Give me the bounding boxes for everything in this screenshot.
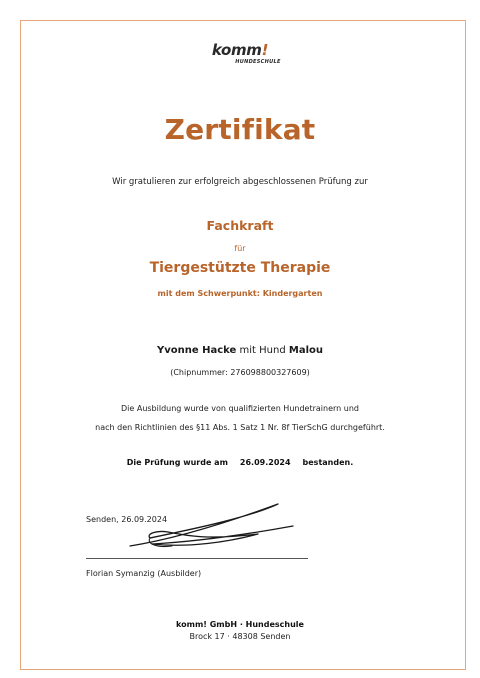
signature-line: [86, 558, 308, 559]
with-dog-text: mit Hund: [239, 345, 286, 356]
logo-exclamation: !: [261, 41, 269, 59]
signer-name: Florian Symanzig (Ausbilder): [86, 569, 202, 578]
focus-text: mit dem Schwerpunkt: Kindergarten: [157, 289, 323, 298]
logo-text: komm: [211, 41, 262, 59]
holder-name: Yvonne Hacke: [156, 345, 237, 356]
place-and-date: Senden, 26.09.2024: [86, 515, 168, 524]
holder-line: [0, 345, 480, 356]
passed-line: [0, 458, 480, 467]
description-line-2: nach den Richtlinien des §11 Abs. 1 Satz 1 Nr. 8f TierSchG durchgeführt.: [95, 423, 385, 432]
congratulation-text: Wir gratulieren zur erfolgreich abgeschlossenen Prüfung zur: [112, 177, 368, 187]
certificate-title: Zertifikat: [164, 113, 316, 146]
company-address: Brock 17 · 48308 Senden: [189, 632, 291, 641]
chip-number: (Chipnummer: 276098800327609): [170, 368, 310, 377]
qualification-title: Fachkraft: [206, 218, 274, 233]
passed-suffix: bestanden.: [302, 458, 354, 467]
company-name: komm! GmbH · Hundeschule: [176, 620, 304, 629]
for-word: für: [234, 244, 246, 253]
handwritten-signature: [128, 496, 308, 558]
dog-name: Malou: [288, 345, 323, 356]
logo-subtitle: HUNDESCHULE: [235, 59, 281, 65]
passed-prefix: Die Prüfung wurde am: [126, 458, 228, 467]
passed-date: 26.09.2024: [239, 458, 291, 467]
subject-title: Tiergestützte Therapie: [149, 260, 331, 276]
description-line-1: Die Ausbildung wurde von qualifizierten Hundetrainern und: [121, 404, 359, 413]
logo: [0, 41, 480, 59]
